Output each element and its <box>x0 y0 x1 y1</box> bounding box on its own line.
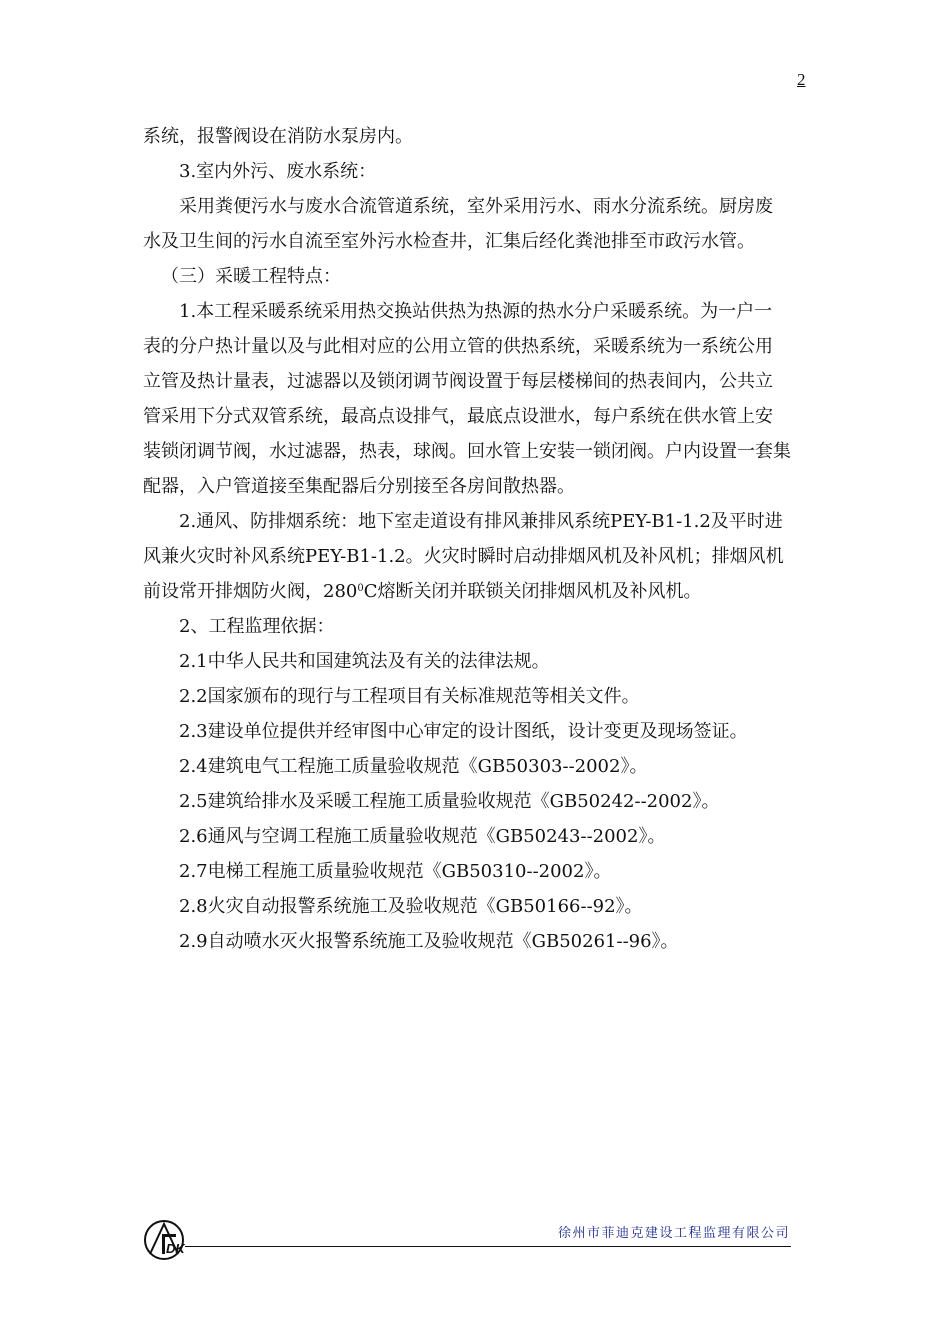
list-item: 2.1中华人民共和国建筑法及有关的法律法规。 <box>179 651 550 672</box>
list-item: 2.4建筑电气工程施工质量验收规范《GB50303--2002》。 <box>179 756 648 777</box>
list-item: 2.8火灾自动报警系统施工及验收规范《GB50166--92》。 <box>179 896 643 917</box>
list-item: 2.9自动喷水灭火报警系统施工及验收规范《GB50261--96》。 <box>179 931 679 952</box>
paragraph-line: 立管及热计量表，过滤器以及锁闭调节阀设置于每层楼梯间的热表间内，公共立 <box>143 371 773 392</box>
list-item: 2.7电梯工程施工质量验收规范《GB50310--2002》。 <box>179 861 612 882</box>
paragraph-line: 风兼火灾时补风系统PEY-B1-1.2。火灾时瞬时启动排烟风机及补风机；排烟风机 <box>143 546 784 567</box>
paragraph-line: 2.通风、防排烟系统：地下室走道设有排风兼排风系统PEY-B1-1.2及平时进 <box>179 511 783 532</box>
section-heading: 2、工程监理依据： <box>179 616 335 637</box>
list-item: 2.5建筑给排水及采暖工程施工质量验收规范《GB50242--2002》。 <box>179 791 720 812</box>
list-item: 2.6通风与空调工程施工质量验收规范《GB50243--2002》。 <box>179 826 666 847</box>
superscript: 0 <box>357 583 364 594</box>
paragraph-line: 管采用下分式双管系统，最高点设排气，最底点设泄水，每户系统在供水管上安 <box>143 406 773 427</box>
section-heading: 3.室内外污、废水系统： <box>179 161 377 182</box>
paragraph-line <box>143 574 811 609</box>
document-body <box>143 119 811 959</box>
text-segment: 前设常开排烟防火阀，280 <box>143 581 358 602</box>
text-segment: C熔断关闭并联锁关闭排烟风机及补风机。 <box>363 581 702 602</box>
footer-divider <box>185 1246 791 1247</box>
paragraph-line: 采用粪便污水与废水合流管道系统，室外采用污水、雨水分流系统。厨房废 <box>179 196 773 217</box>
svg-text:DK: DK <box>166 1241 185 1256</box>
fdk-logo-icon <box>142 1216 190 1264</box>
list-item: 2.3建设单位提供并经审图中心审定的设计图纸，设计变更及现场签证。 <box>179 721 748 742</box>
paragraph-line: 系统，报警阀设在消防水泵房内。 <box>143 126 413 147</box>
list-item: 2.2国家颁布的现行与工程项目有关标准规范等相关文件。 <box>179 686 640 707</box>
section-heading: （三）采暖工程特点： <box>161 266 341 287</box>
paragraph-line: 水及卫生间的污水自流至室外污水检查井，汇集后经化粪池排至市政污水管。 <box>143 231 755 252</box>
page-number: 2 <box>797 70 806 89</box>
footer-company-name: 徐州市菲迪克建设工程监理有限公司 <box>557 1226 790 1241</box>
paragraph-line: 装锁闭调节阀，水过滤器，热表，球阀。回水管上安装一锁闭阀。户内设置一套集 <box>143 441 791 462</box>
paragraph-line: 表的分户热计量以及与此相对应的公用立管的供热系统，采暖系统为一系统公用 <box>143 336 773 357</box>
paragraph-line: 1.本工程采暖系统采用热交换站供热为热源的热水分户采暖系统。为一户一 <box>179 301 773 322</box>
paragraph-line: 配器，入户管道接至集配器后分别接至各房间散热器。 <box>143 476 575 497</box>
